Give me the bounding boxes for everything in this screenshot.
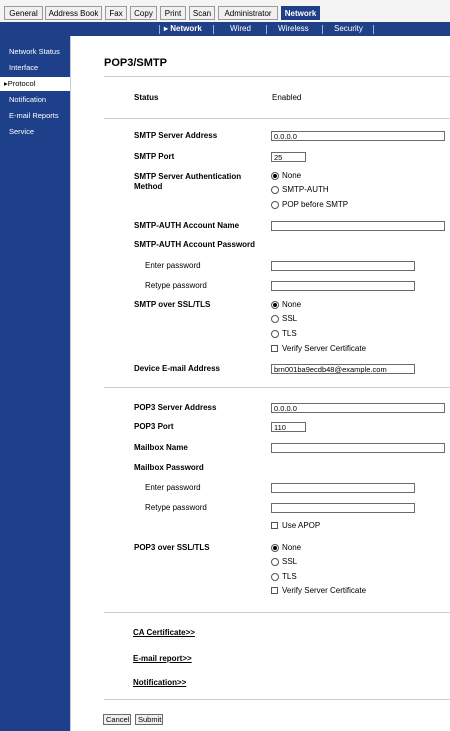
tab-address-book[interactable]: Address Book bbox=[45, 6, 102, 20]
submit-button[interactable]: Submit bbox=[135, 714, 163, 725]
sidebar-item-protocol[interactable] bbox=[0, 77, 70, 91]
smtp-auth-smtpauth-label: SMTP-AUTH bbox=[282, 185, 329, 194]
divider bbox=[104, 699, 450, 700]
pop3-ssl-ssl-label: SSL bbox=[282, 557, 298, 566]
subnav-network-label: Network bbox=[170, 24, 202, 33]
pop3-enter-password-input[interactable] bbox=[271, 483, 415, 493]
smtp-account-password-label: SMTP-AUTH Account Password bbox=[134, 240, 256, 249]
nav-separator bbox=[213, 25, 214, 34]
smtp-enter-password-label: Enter password bbox=[145, 261, 201, 270]
smtp-verify-cert-label: Verify Server Certificate bbox=[282, 344, 367, 353]
pop3-server-address-label: POP3 Server Address bbox=[134, 403, 217, 412]
cancel-button[interactable]: Cancel bbox=[103, 714, 131, 725]
smtp-auth-method-label-2: Method bbox=[134, 182, 163, 191]
email-report-link[interactable]: E-mail report>> bbox=[133, 654, 192, 663]
sidebar-item-network-status[interactable]: Network Status bbox=[9, 47, 60, 56]
tab-network[interactable]: Network bbox=[281, 6, 320, 20]
pop3-ssl-tls-radio[interactable] bbox=[271, 573, 279, 581]
pop3-ssl-ssl-radio[interactable] bbox=[271, 558, 279, 566]
smtp-ssl-none-radio[interactable] bbox=[271, 301, 279, 309]
use-apop-checkbox[interactable] bbox=[271, 522, 278, 529]
arrow-right-icon: ▸ bbox=[4, 79, 8, 88]
sidebar-item-service[interactable]: Service bbox=[9, 127, 35, 136]
smtp-server-address-label: SMTP Server Address bbox=[134, 131, 218, 140]
status-value: Enabled bbox=[272, 93, 302, 102]
smtp-ssl-tls-radio[interactable] bbox=[271, 330, 279, 338]
smtp-auth-pop-before-smtp-radio[interactable] bbox=[271, 201, 279, 209]
pop3-ssl-none-label: None bbox=[282, 543, 302, 552]
subnav-security[interactable]: Security bbox=[334, 24, 363, 33]
divider bbox=[104, 612, 450, 613]
pop3-enter-password-label: Enter password bbox=[145, 483, 201, 492]
nav-separator bbox=[322, 25, 323, 34]
sidebar bbox=[0, 36, 70, 731]
smtp-port-input[interactable]: 25 bbox=[271, 152, 306, 162]
smtp-auth-none-label: None bbox=[282, 171, 302, 180]
mailbox-name-input[interactable] bbox=[271, 443, 445, 453]
smtp-ssl-none-label: None bbox=[282, 300, 302, 309]
smtp-retype-password-input[interactable] bbox=[271, 281, 415, 291]
pop3-server-address-input[interactable]: 0.0.0.0 bbox=[271, 403, 445, 413]
tab-administrator[interactable]: Administrator bbox=[218, 6, 278, 20]
tab-print[interactable]: Print bbox=[160, 6, 186, 20]
sidebar-item-notification[interactable]: Notification bbox=[9, 95, 47, 104]
tab-fax[interactable]: Fax bbox=[105, 6, 127, 20]
smtp-auth-none-radio[interactable] bbox=[271, 172, 279, 180]
divider bbox=[104, 118, 450, 119]
sidebar-item-protocol-label: Protocol bbox=[7, 79, 36, 88]
nav-separator bbox=[373, 25, 374, 34]
pop3-verify-cert-checkbox[interactable] bbox=[271, 587, 278, 594]
smtp-ssl-ssl-radio[interactable] bbox=[271, 315, 279, 323]
divider bbox=[104, 76, 450, 77]
sidebar-item-email-reports[interactable]: E-mail Reports bbox=[9, 111, 59, 120]
device-email-input[interactable]: brn001ba9ecdb48@example.com bbox=[271, 364, 415, 374]
smtp-port-label: SMTP Port bbox=[134, 152, 175, 161]
smtp-server-address-input[interactable]: 0.0.0.0 bbox=[271, 131, 445, 141]
smtp-account-name-label: SMTP-AUTH Account Name bbox=[134, 221, 240, 230]
smtp-account-name-input[interactable] bbox=[271, 221, 445, 231]
mailbox-password-label: Mailbox Password bbox=[134, 463, 204, 472]
smtp-retype-password-label: Retype password bbox=[145, 281, 207, 290]
smtp-auth-smtpauth-radio[interactable] bbox=[271, 186, 279, 194]
tab-general[interactable]: General bbox=[4, 6, 43, 20]
smtp-ssl-label: SMTP over SSL/TLS bbox=[134, 300, 211, 309]
smtp-enter-password-input[interactable] bbox=[271, 261, 415, 271]
pop3-ssl-none-radio[interactable] bbox=[271, 544, 279, 552]
nav-separator bbox=[266, 25, 267, 34]
pop3-port-label: POP3 Port bbox=[134, 422, 174, 431]
pop3-port-input[interactable]: 110 bbox=[271, 422, 306, 432]
subnav-wireless[interactable]: Wireless bbox=[278, 24, 309, 33]
ca-certificate-link[interactable]: CA Certificate>> bbox=[133, 628, 195, 637]
subnav-wired[interactable]: Wired bbox=[230, 24, 251, 33]
notification-link[interactable]: Notification>> bbox=[133, 678, 187, 687]
device-email-label: Device E-mail Address bbox=[134, 364, 220, 373]
tab-copy[interactable]: Copy bbox=[130, 6, 157, 20]
status-label: Status bbox=[134, 93, 159, 102]
divider bbox=[104, 387, 450, 388]
top-tab-bar bbox=[0, 0, 450, 22]
page-title: POP3/SMTP bbox=[104, 57, 167, 69]
mailbox-name-label: Mailbox Name bbox=[134, 443, 188, 452]
subnav-network[interactable]: ▸ Network bbox=[164, 24, 202, 33]
tab-scan[interactable]: Scan bbox=[189, 6, 215, 20]
pop3-ssl-tls-label: TLS bbox=[282, 572, 297, 581]
pop3-verify-cert-label: Verify Server Certificate bbox=[282, 586, 367, 595]
use-apop-label: Use APOP bbox=[282, 521, 321, 530]
sidebar-item-interface[interactable]: Interface bbox=[9, 63, 39, 72]
sub-navigation bbox=[0, 22, 450, 36]
pop3-retype-password-label: Retype password bbox=[145, 503, 207, 512]
smtp-ssl-tls-label: TLS bbox=[282, 329, 297, 338]
pop3-ssl-label: POP3 over SSL/TLS bbox=[134, 543, 210, 552]
smtp-ssl-ssl-label: SSL bbox=[282, 314, 298, 323]
smtp-verify-cert-checkbox[interactable] bbox=[271, 345, 278, 352]
nav-separator bbox=[159, 25, 160, 34]
pop3-retype-password-input[interactable] bbox=[271, 503, 415, 513]
smtp-auth-method-label: SMTP Server Authentication bbox=[134, 172, 242, 181]
smtp-auth-pop-before-smtp-label: POP before SMTP bbox=[282, 200, 349, 209]
